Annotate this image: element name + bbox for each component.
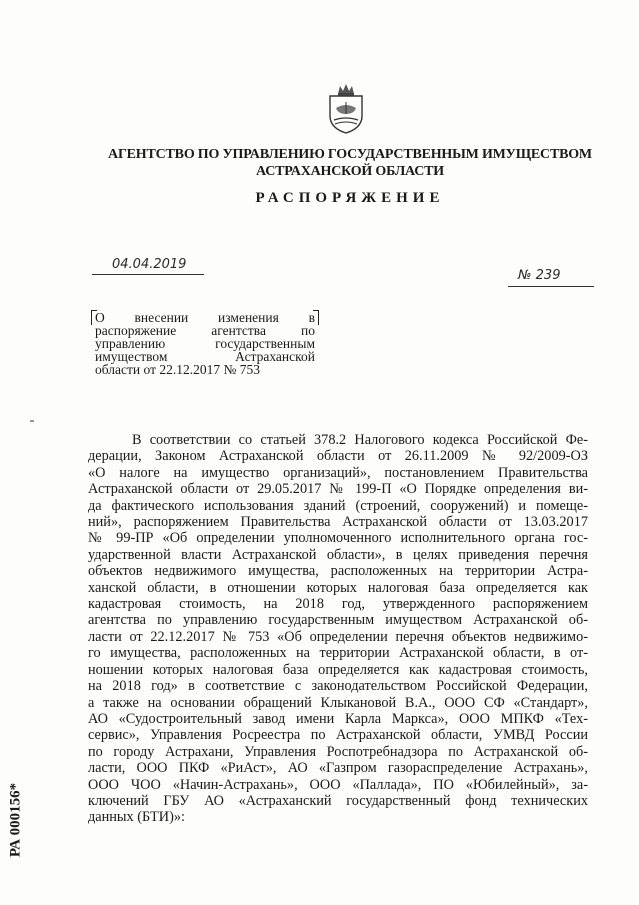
body-line: «О налоге на имущество организаций», постановлением Правительства [88, 464, 588, 481]
scan-mark [30, 420, 34, 422]
body-line: В соответствии со статьей 378.2 Налогового кодекса Российской Фе- [132, 432, 588, 448]
body-line: го имущества, расположенных на территории Астраханской области, в от- [88, 645, 588, 662]
agency-name [60, 146, 639, 180]
body-line: АО «Судостроительный завод имени Карла Маркса», ООО МПКФ «Тех- [88, 710, 588, 727]
date-underline [92, 274, 204, 275]
subject-line: области от 22.12.2017 № 753 [95, 362, 260, 377]
coat-of-arms-icon [326, 82, 366, 134]
body-line: № 99-ПР «Об определении уполномоченного исполнительного органа гос- [88, 530, 588, 547]
body-line: агентства по управлению государственным имуществом Астраханской об- [88, 612, 588, 629]
body-line: ударственной власти Астраханской области», в целях приведения перечня [88, 546, 588, 563]
body-line: ний», распоряжением Правительства Астраханской области от 13.03.2017 [88, 514, 588, 531]
body-line: объектов недвижимого имущества, расположенных на территории Астра- [88, 563, 588, 580]
body-line: ласти, ООО ПКФ «РиАст», АО «Газпром газораспределение Астрахань», [88, 760, 588, 777]
body-line: а также на основании обращений Клыкановой В.А., ООО СФ «Стандарт», [88, 694, 588, 711]
number-underline [508, 286, 594, 287]
agency-name-line-2: АСТРАХАНСКОЙ ОБЛАСТИ [255, 164, 444, 179]
body-line: ханской области, в отношении которых налоговая база определяется как [88, 579, 588, 596]
subject-line: управлению государственным [95, 336, 315, 351]
subject-line: О внесении изменения в [95, 310, 315, 325]
registration-number: № 239 [518, 268, 561, 283]
body-line: сервис», Управления Росреестра по Астраханской области, УМВД России [88, 727, 588, 744]
body-line: Астраханской области от 29.05.2017 № 199-П «О Порядке определения ви- [88, 481, 588, 498]
subject-block [95, 311, 315, 376]
body-paragraph [88, 432, 588, 826]
body-line: ООО ЧОО «Начин-Астрахань», ООО «Паллада», ПО «Юбилейный», за- [88, 776, 588, 793]
agency-name-line-1: АГЕНТСТВО ПО УПРАВЛЕНИЮ ГОСУДАРСТВЕННЫМ ИМУЩЕСТВОМ [108, 147, 592, 162]
body-line: да фактического использования зданий (строений, сооружений) и помеще- [88, 497, 588, 514]
subject-line: распоряжение агентства по [95, 323, 315, 338]
body-line: дерации, Законом Астраханской области от 26.11.2009 № 92/2009-ОЗ [88, 448, 588, 465]
serial-stamp [6, 760, 26, 880]
body-line: данных (БТИ)»: [88, 809, 185, 826]
body-line: ласти от 22.12.2017 № 753 «Об определении перечня объектов недвижимо- [88, 628, 588, 645]
document-type: РАСПОРЯЖЕНИЕ [255, 190, 445, 206]
registration-date: 04.04.2019 [112, 257, 187, 272]
serial-stamp-text: РА 000156* [7, 782, 24, 858]
subject-line: имуществом Астраханской [95, 349, 315, 364]
body-line: по городу Астрахани, Управления Роспотребнадзора по Астраханской об- [88, 743, 588, 760]
body-line: на 2018 год» в соответствие с законодательством Российской Федерации, [88, 678, 588, 695]
body-line: ключений ГБУ АО «Астраханский государственный фонд технических [88, 792, 588, 809]
body-line: кадастровая стоимость, на 2018 год, утвержденного распоряжением [88, 596, 588, 613]
body-line: ношении которых налоговая база определяется как кадастровая стоимость, [88, 661, 588, 678]
